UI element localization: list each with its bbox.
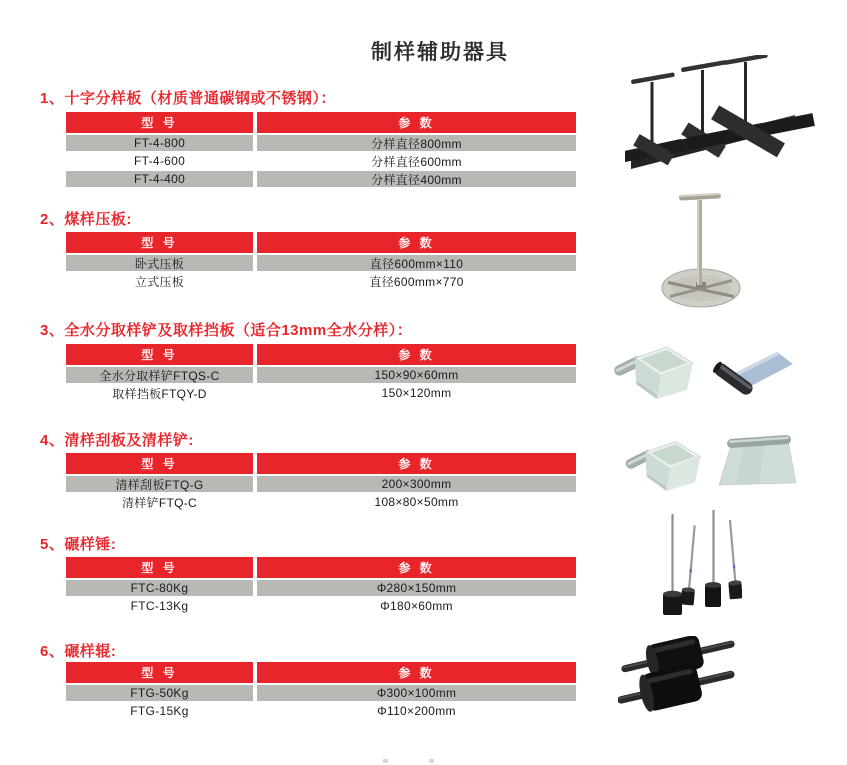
param-cell: 200×300mm	[257, 476, 576, 492]
param-cell: 分样直径400mm	[257, 171, 576, 187]
cross-divider-boards-photo	[625, 55, 840, 187]
section-6-heading: 6、碾样辊:	[40, 643, 117, 660]
cleaning-scoop-and-scraper-photo	[615, 430, 800, 496]
section-3-heading: 3、全水分取样铲及取样挡板（适合13mm全水分样）：	[40, 322, 413, 339]
model-cell: 全水分取样铲FTQS-C	[66, 367, 253, 383]
section-4-heading: 4、清样刮板及清样铲:	[40, 432, 194, 449]
param-cell: 直径600mm×110	[257, 255, 576, 271]
param-column-header: 参 数	[257, 453, 576, 474]
param-cell: 150×120mm	[257, 385, 576, 401]
cut-off-text-artifact	[383, 759, 388, 763]
param-cell: Φ300×100mm	[257, 685, 576, 701]
table-header-row	[66, 112, 576, 133]
section-1-table	[66, 112, 576, 187]
param-column-header: 参 数	[257, 232, 576, 253]
table-row	[66, 494, 576, 510]
table-row	[66, 367, 576, 383]
model-cell: 卧式压板	[66, 255, 253, 271]
table-row	[66, 255, 576, 271]
model-column-header: 型 号	[66, 112, 253, 133]
param-cell: 108×80×50mm	[257, 494, 576, 510]
param-cell: Φ180×60mm	[257, 598, 576, 614]
section-3-table	[66, 344, 576, 401]
model-cell: FTC-13Kg	[66, 598, 253, 614]
table-header-row	[66, 557, 576, 578]
section-2-table	[66, 232, 576, 289]
model-cell: FTG-50Kg	[66, 685, 253, 701]
model-cell: 清样铲FTQ-C	[66, 494, 253, 510]
param-cell: Φ110×200mm	[257, 703, 576, 719]
param-cell: 直径600mm×770	[257, 273, 576, 289]
table-header-row	[66, 232, 576, 253]
section-6-table	[66, 662, 576, 719]
model-cell: 清样刮板FTQ-G	[66, 476, 253, 492]
table-header-row	[66, 344, 576, 365]
section-5-heading: 5、碾样锤:	[40, 536, 117, 553]
table-row	[66, 153, 576, 169]
table-row	[66, 135, 576, 151]
cut-off-text-artifact	[429, 759, 434, 763]
model-cell: FTG-15Kg	[66, 703, 253, 719]
param-cell: 150×90×60mm	[257, 367, 576, 383]
model-column-header: 型 号	[66, 453, 253, 474]
vertical-press-photo	[648, 188, 752, 310]
model-cell: 取样挡板FTQY-D	[66, 385, 253, 401]
section-5-table	[66, 557, 576, 614]
model-column-header: 型 号	[66, 557, 253, 578]
grinding-hammers-photo	[648, 506, 742, 620]
model-cell: FT-4-800	[66, 135, 253, 151]
table-row	[66, 703, 576, 719]
table-row	[66, 580, 576, 596]
param-column-header: 参 数	[257, 112, 576, 133]
table-header-row	[66, 453, 576, 474]
table-row	[66, 598, 576, 614]
param-column-header: 参 数	[257, 344, 576, 365]
section-2-heading: 2、煤样压板:	[40, 211, 132, 228]
param-cell: Φ280×150mm	[257, 580, 576, 596]
grinding-rollers-photo	[618, 636, 742, 714]
param-cell: 分样直径800mm	[257, 135, 576, 151]
param-column-header: 参 数	[257, 662, 576, 683]
table-header-row	[66, 662, 576, 683]
param-column-header: 参 数	[257, 557, 576, 578]
table-row	[66, 171, 576, 187]
model-cell: 立式压板	[66, 273, 253, 289]
model-cell: FTC-80Kg	[66, 580, 253, 596]
table-row	[66, 685, 576, 701]
param-cell: 分样直径600mm	[257, 153, 576, 169]
model-column-header: 型 号	[66, 232, 253, 253]
sampling-scoop-and-baffle-photo	[605, 336, 805, 411]
page-title: 制样辅助器具	[371, 41, 509, 64]
table-row	[66, 385, 576, 401]
section-1-heading: 1、十字分样板（材质普通碳钢或不锈钢）：	[40, 90, 336, 107]
model-cell: FT-4-400	[66, 171, 253, 187]
table-row	[66, 273, 576, 289]
section-4-table	[66, 453, 576, 510]
model-cell: FT-4-600	[66, 153, 253, 169]
table-row	[66, 476, 576, 492]
model-column-header: 型 号	[66, 344, 253, 365]
model-column-header: 型 号	[66, 662, 253, 683]
